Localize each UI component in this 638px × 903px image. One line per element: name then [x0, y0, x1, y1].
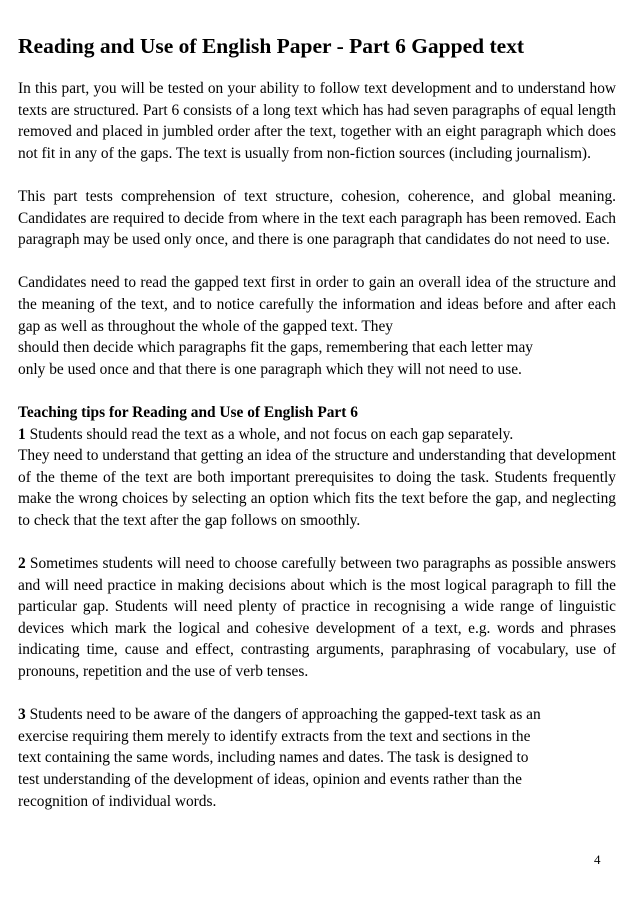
tips-heading: Teaching tips for Reading and Use of English Part 6	[18, 403, 358, 421]
tip-3-line: test understanding of the development of ideas, opinion and events rather than the	[18, 771, 522, 788]
comprehension-paragraph: This part tests comprehension of text structure, cohesion, coherence, and global meaning. Candidates are required to decide from where in the text each paragraph has been removed. Each paragraph may be used only once, and there is one paragraph that candidates do not need to use.	[18, 187, 616, 249]
page-title: Reading and Use of English Paper - Part 6 Gapped text	[18, 34, 525, 58]
tip-2	[18, 553, 616, 683]
tip-3-line: exercise requiring them merely to identify extracts from the text and sections in the	[18, 727, 531, 745]
tip-text: Students should read the text as a whole, and not focus on each gap separately.	[29, 425, 514, 443]
instructions-paragraph: Candidates need to read the gapped text first in order to gain an overall idea of the structure and the meaning of the text, and to notice carefully the information and ideas before and after each gap as well as throughout the whole of the gapped text. They	[18, 274, 616, 335]
tip-text: Students need to be aware of the dangers of approaching the gapped-text task as an	[29, 706, 541, 724]
tip-1-body: They need to understand that getting an idea of the structure and understanding that development of the theme of the text are both important prerequisites to doing the task. Students frequently make the wrong choices by selecting an option which fits the text before the gap, and neglecting to check that the text after the gap follows on smoothly.	[18, 447, 616, 529]
page-number: 4	[594, 852, 601, 867]
intro-paragraph: In this part, you will be tested on your ability to follow text development and to understand how texts are structured. Part 6 consists of a long text which has had seven paragraphs of equal length removed and placed in jumbled order after the text, together with an eight paragraph which does not fit in any of the gaps. The text is usually from non-fiction sources (including journalism).	[18, 80, 616, 162]
tip-3-line	[18, 704, 616, 726]
instructions-line: only be used once and that there is one paragraph which they will not need to use.	[18, 360, 522, 378]
instructions-line: should then decide which paragraphs fit the gaps, remembering that each letter may	[18, 339, 533, 357]
tip-text: Sometimes students will need to choose carefully between two paragraphs as possible answers and will need practice in making decisions about which is the most logical paragraph to fill the particular gap. Students will need plenty of practice in recognising a wide range of linguistic devices which mark the logical and cohesive development of a text, e.g. words and phrases indicating time, cause and effect, contrasting arguments, paraphrasing of vocabulary, use of pronouns, repetition and the use of verb tenses.	[18, 555, 616, 681]
tip-1-first-line	[18, 424, 616, 446]
tip-number: 2	[18, 555, 26, 573]
document-page	[18, 32, 616, 812]
tip-3-line: text containing the same words, including names and dates. The task is designed to	[18, 749, 529, 767]
tip-number: 1	[18, 425, 26, 443]
tip-3-line: recognition of individual words.	[18, 792, 217, 810]
tip-number: 3	[18, 706, 26, 724]
